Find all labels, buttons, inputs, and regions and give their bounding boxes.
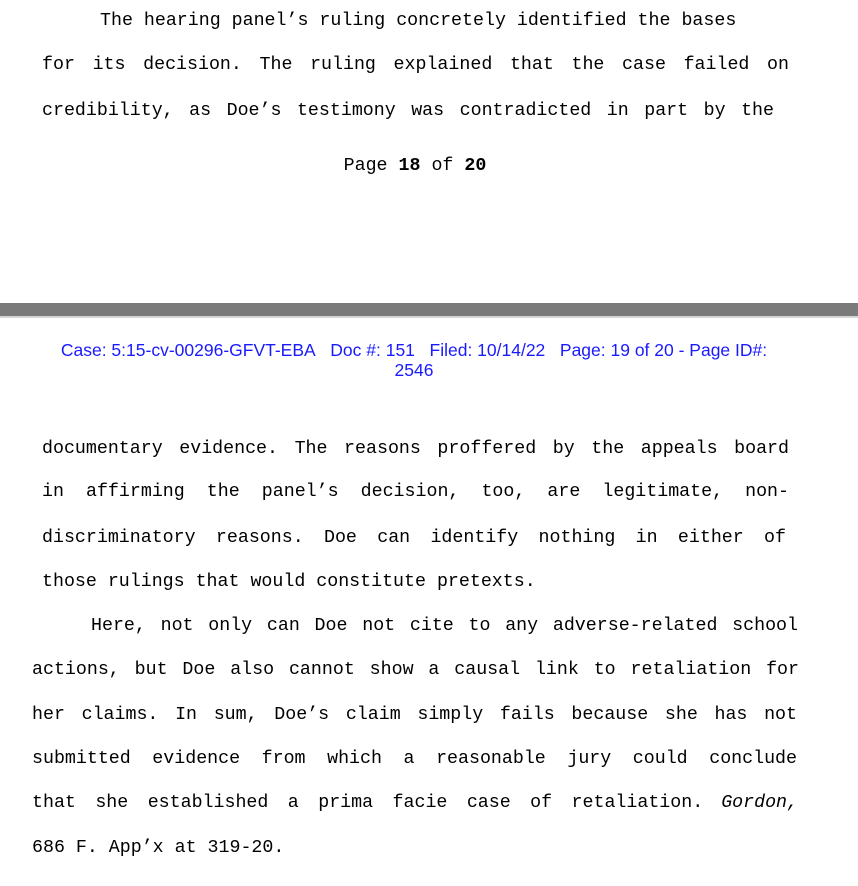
footer-of: of: [431, 156, 454, 176]
page2-line-1: documentary evidence. The reasons proffered by the appeals board: [42, 439, 789, 459]
page-of: Page: 19 of 20 - Page ID#:: [559, 340, 768, 360]
page2-line-3: discriminatory reasons. Doe can identify nothing in either of: [42, 528, 786, 548]
case-header: [0, 340, 828, 380]
page2-line-7: her claims. In sum, Doe’s claim simply fails because she has not: [32, 705, 797, 725]
page2-line-5: Here, not only can Doe not cite to any adverse-related school: [91, 616, 798, 636]
page-separator-shadow: [0, 316, 858, 318]
filed-date: Filed: 10/14/22: [429, 340, 546, 360]
citation-italic: Gordon,: [721, 793, 798, 813]
page1-line-1: The hearing panel’s ruling concretely identified the bases: [100, 11, 737, 31]
page2-line-9-wrap: [32, 792, 798, 814]
page-id: 2546: [394, 360, 434, 380]
page1-line-2: for its decision. The ruling explained that the case failed on: [42, 55, 789, 75]
footer-page-total: 20: [464, 156, 487, 176]
page2-line-4: those rulings that would constitute pretexts.: [42, 572, 536, 592]
page2-line-10: 686 F. App’x at 319-20.: [32, 838, 285, 858]
footer-page-number: 18: [398, 156, 421, 176]
footer-prefix: Page: [343, 156, 388, 176]
case-number: Case: 5:15-cv-00296-GFVT-EBA: [60, 340, 316, 360]
doc-number: Doc #: 151: [330, 340, 415, 360]
page2-line-6: actions, but Doe also cannot show a causal link to retaliation for: [32, 660, 799, 680]
page-footer: [0, 156, 830, 176]
page1-line-3: credibility, as Doe’s testimony was contradicted in part by the: [42, 101, 774, 121]
page2-line-2: in affirming the panel’s decision, too, are legitimate, non-: [42, 482, 789, 502]
page2-line-9: that she established a prima facie case of retaliation.: [32, 793, 704, 813]
page-separator: [0, 303, 858, 316]
page2-line-8: submitted evidence from which a reasonable jury could conclude: [32, 749, 797, 769]
